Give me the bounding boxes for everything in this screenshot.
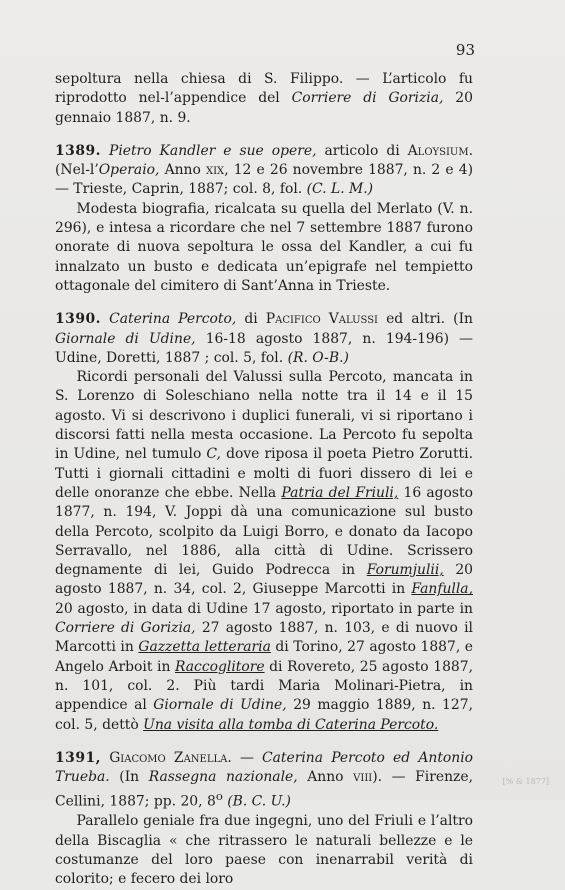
entry-1390-body bbox=[55, 368, 473, 735]
entry-1391-text: ). — Firenze, Cellini, 1887; pp. 20, 8 bbox=[55, 769, 474, 811]
entry-1389-text: Anno bbox=[159, 162, 206, 179]
entry-1389-text: , 12 e 26 novembre 1887, n. 2 e 4) — Trieste, Caprin, 1887; col. 8, fol. bbox=[55, 162, 473, 198]
entry-1390-number: 1390. bbox=[55, 311, 101, 328]
page-number: 93 bbox=[455, 41, 475, 59]
page-stamp: [% & 1877] bbox=[502, 777, 549, 786]
entry-1390-raccoglitore: Raccoglitore bbox=[175, 658, 265, 675]
entry-1390-corriere: Corriere di Gorizia, bbox=[55, 620, 196, 637]
entry-1390-visita: Una visita alla tomba di Caterina Percoto. bbox=[143, 716, 439, 733]
entry-1390-author: Pacifico Valussi bbox=[265, 311, 378, 328]
entry-1389-anno: xix bbox=[205, 162, 225, 179]
entry-1390-gazzetta: Gazzetta letteraria bbox=[138, 639, 271, 656]
entry-1389-author: Aloysium. bbox=[407, 142, 473, 159]
entry-1390-body-text: di Torino, 27 agosto 1887, e Angelo Arboit in bbox=[55, 639, 473, 675]
entry-1390-body-text: 16 agosto 1877, n. 194, V. Joppi dà una comunicazione sul busto della Percoto, scolpito da Luigi Borro, e donato da Iacopo Serravallo, nel 1886, alla città di Udine. Scrissero degnamente di lei, Guido Podrecca in bbox=[55, 484, 473, 579]
entry-1390-tomb: C, bbox=[206, 446, 221, 463]
entry-1389-signature: (C. L. M.) bbox=[306, 181, 374, 198]
entry-1391-author: Giacomo Zanella. bbox=[109, 749, 232, 766]
entry-1390-body-text: dove riposa il poeta Pietro Zorutti. Tutti i giornali cittadini e molti di fuori dissero di lei e delle onoranze che ebbe. Nella bbox=[55, 446, 474, 501]
entry-1391-body: Parallelo geniale fra due ingegni, uno del Friuli e l’altro della Biscaglia « che ritrassero le naturali bellezze e le costumanze del loro paese con inenarrabil verità di colorito; e fecero dei loro bbox=[55, 813, 473, 888]
p0-text-c: 20 gennaio 1887, n. 9. bbox=[55, 90, 473, 126]
entry-1390-body-text: Ricordi personali del Valussi sulla Percoto, mancata in S. Lorenzo di Soleschiano nella notte tra il 14 e il 15 agosto. Vi si descrivono i duplici funerali, vi si riportano i discorsi fatti nella mesta occasione. La Percoto fu sepolta in Udine, nel tumulo bbox=[55, 369, 473, 463]
entry-1389-body: Modesta biografia, ricalcata su quella del Merlato (V. n. 296), e intesa a ricordare che nel 7 settembre 1887 furono onorate di nuova sepoltura le ossa del Kandler, a cui fu innalzato un busto e dedicata un’epigrafe nel tempietto ottagonale del cimitero di Sant’Anna in Trieste. bbox=[55, 200, 473, 294]
entry-1390-journal: Giornale di Udine, bbox=[55, 330, 196, 347]
entry-1390-body-text: 27 agosto 1887, n. 103, e di nuovo il Marcotti in bbox=[55, 620, 473, 656]
entry-1390-forum: Forumjulii, bbox=[366, 562, 444, 579]
entry-1389-text: (Nel-l’ bbox=[55, 162, 99, 179]
entry-1390-patria: Patria del Friuli, bbox=[281, 484, 399, 501]
entry-1390-fanfulla: Fanfulla, bbox=[411, 581, 473, 598]
entry-1391-text: Anno bbox=[297, 769, 354, 786]
entry-1390-header bbox=[55, 310, 473, 368]
entry-1391-title: Caterina Percoto ed Antonio Trueba. bbox=[55, 749, 474, 786]
entry-1391-journal: Rassegna nazionale, bbox=[148, 769, 298, 786]
entry-1389-journal: Operaio, bbox=[98, 162, 160, 179]
entry-1391-anno: viii bbox=[353, 769, 373, 786]
entry-1389-text: articolo di bbox=[316, 142, 408, 159]
entry-1391-header bbox=[55, 749, 473, 813]
p0-journal: Corriere di Gorizia, bbox=[291, 90, 444, 107]
entry-1390-body-text: 29 maggio 1889, n. 127, col. 5, dettò bbox=[55, 697, 473, 733]
entry-1390-body-text: 20 agosto 1887, n. 34, col. 2, Giuseppe Marcotti in bbox=[55, 562, 473, 598]
entry-1390-giornale: Giornale di Udine, bbox=[153, 697, 287, 714]
entry-1389-title: Pietro Kandler e sue opere, bbox=[108, 142, 317, 159]
entry-1391-text: (In bbox=[109, 769, 149, 786]
entry-1391-signature: (B. C. U.) bbox=[227, 794, 291, 811]
p0-text-a: sepoltura nella chiesa di S. Filippo. — L’articolo fu riprodotto nel-l’appendice del bbox=[55, 71, 473, 107]
continuation-paragraph bbox=[55, 70, 473, 128]
text-block bbox=[55, 70, 473, 890]
entry-1389-number: 1389. bbox=[55, 142, 101, 159]
entry-1391-number: 1391, bbox=[55, 749, 101, 766]
entry-1390-text: 16-18 agosto 1887, n. 194-196) — Udine, Doretti, 1887 ; col. 5, fol. bbox=[55, 330, 473, 366]
entry-1390-body-text: di Rovereto, 25 agosto 1887, n. 101, col. 2. Più tardi Maria Molinari-Pietra, in appendice al bbox=[55, 658, 474, 714]
entry-1390-title: Caterina Percoto, bbox=[109, 311, 237, 328]
entry-1391-format-sup: o bbox=[215, 789, 223, 804]
entry-1390-text: di bbox=[236, 311, 266, 328]
entry-1389-header bbox=[55, 142, 473, 200]
entry-1390-body-text: 20 agosto, in data di Udine 17 agosto, riportato in parte in bbox=[55, 600, 473, 617]
entry-1390-signature: (R. O-B.) bbox=[287, 349, 349, 366]
entry-1391-text: — bbox=[231, 749, 263, 766]
entry-1390-text: ed altri. (In bbox=[378, 311, 473, 328]
